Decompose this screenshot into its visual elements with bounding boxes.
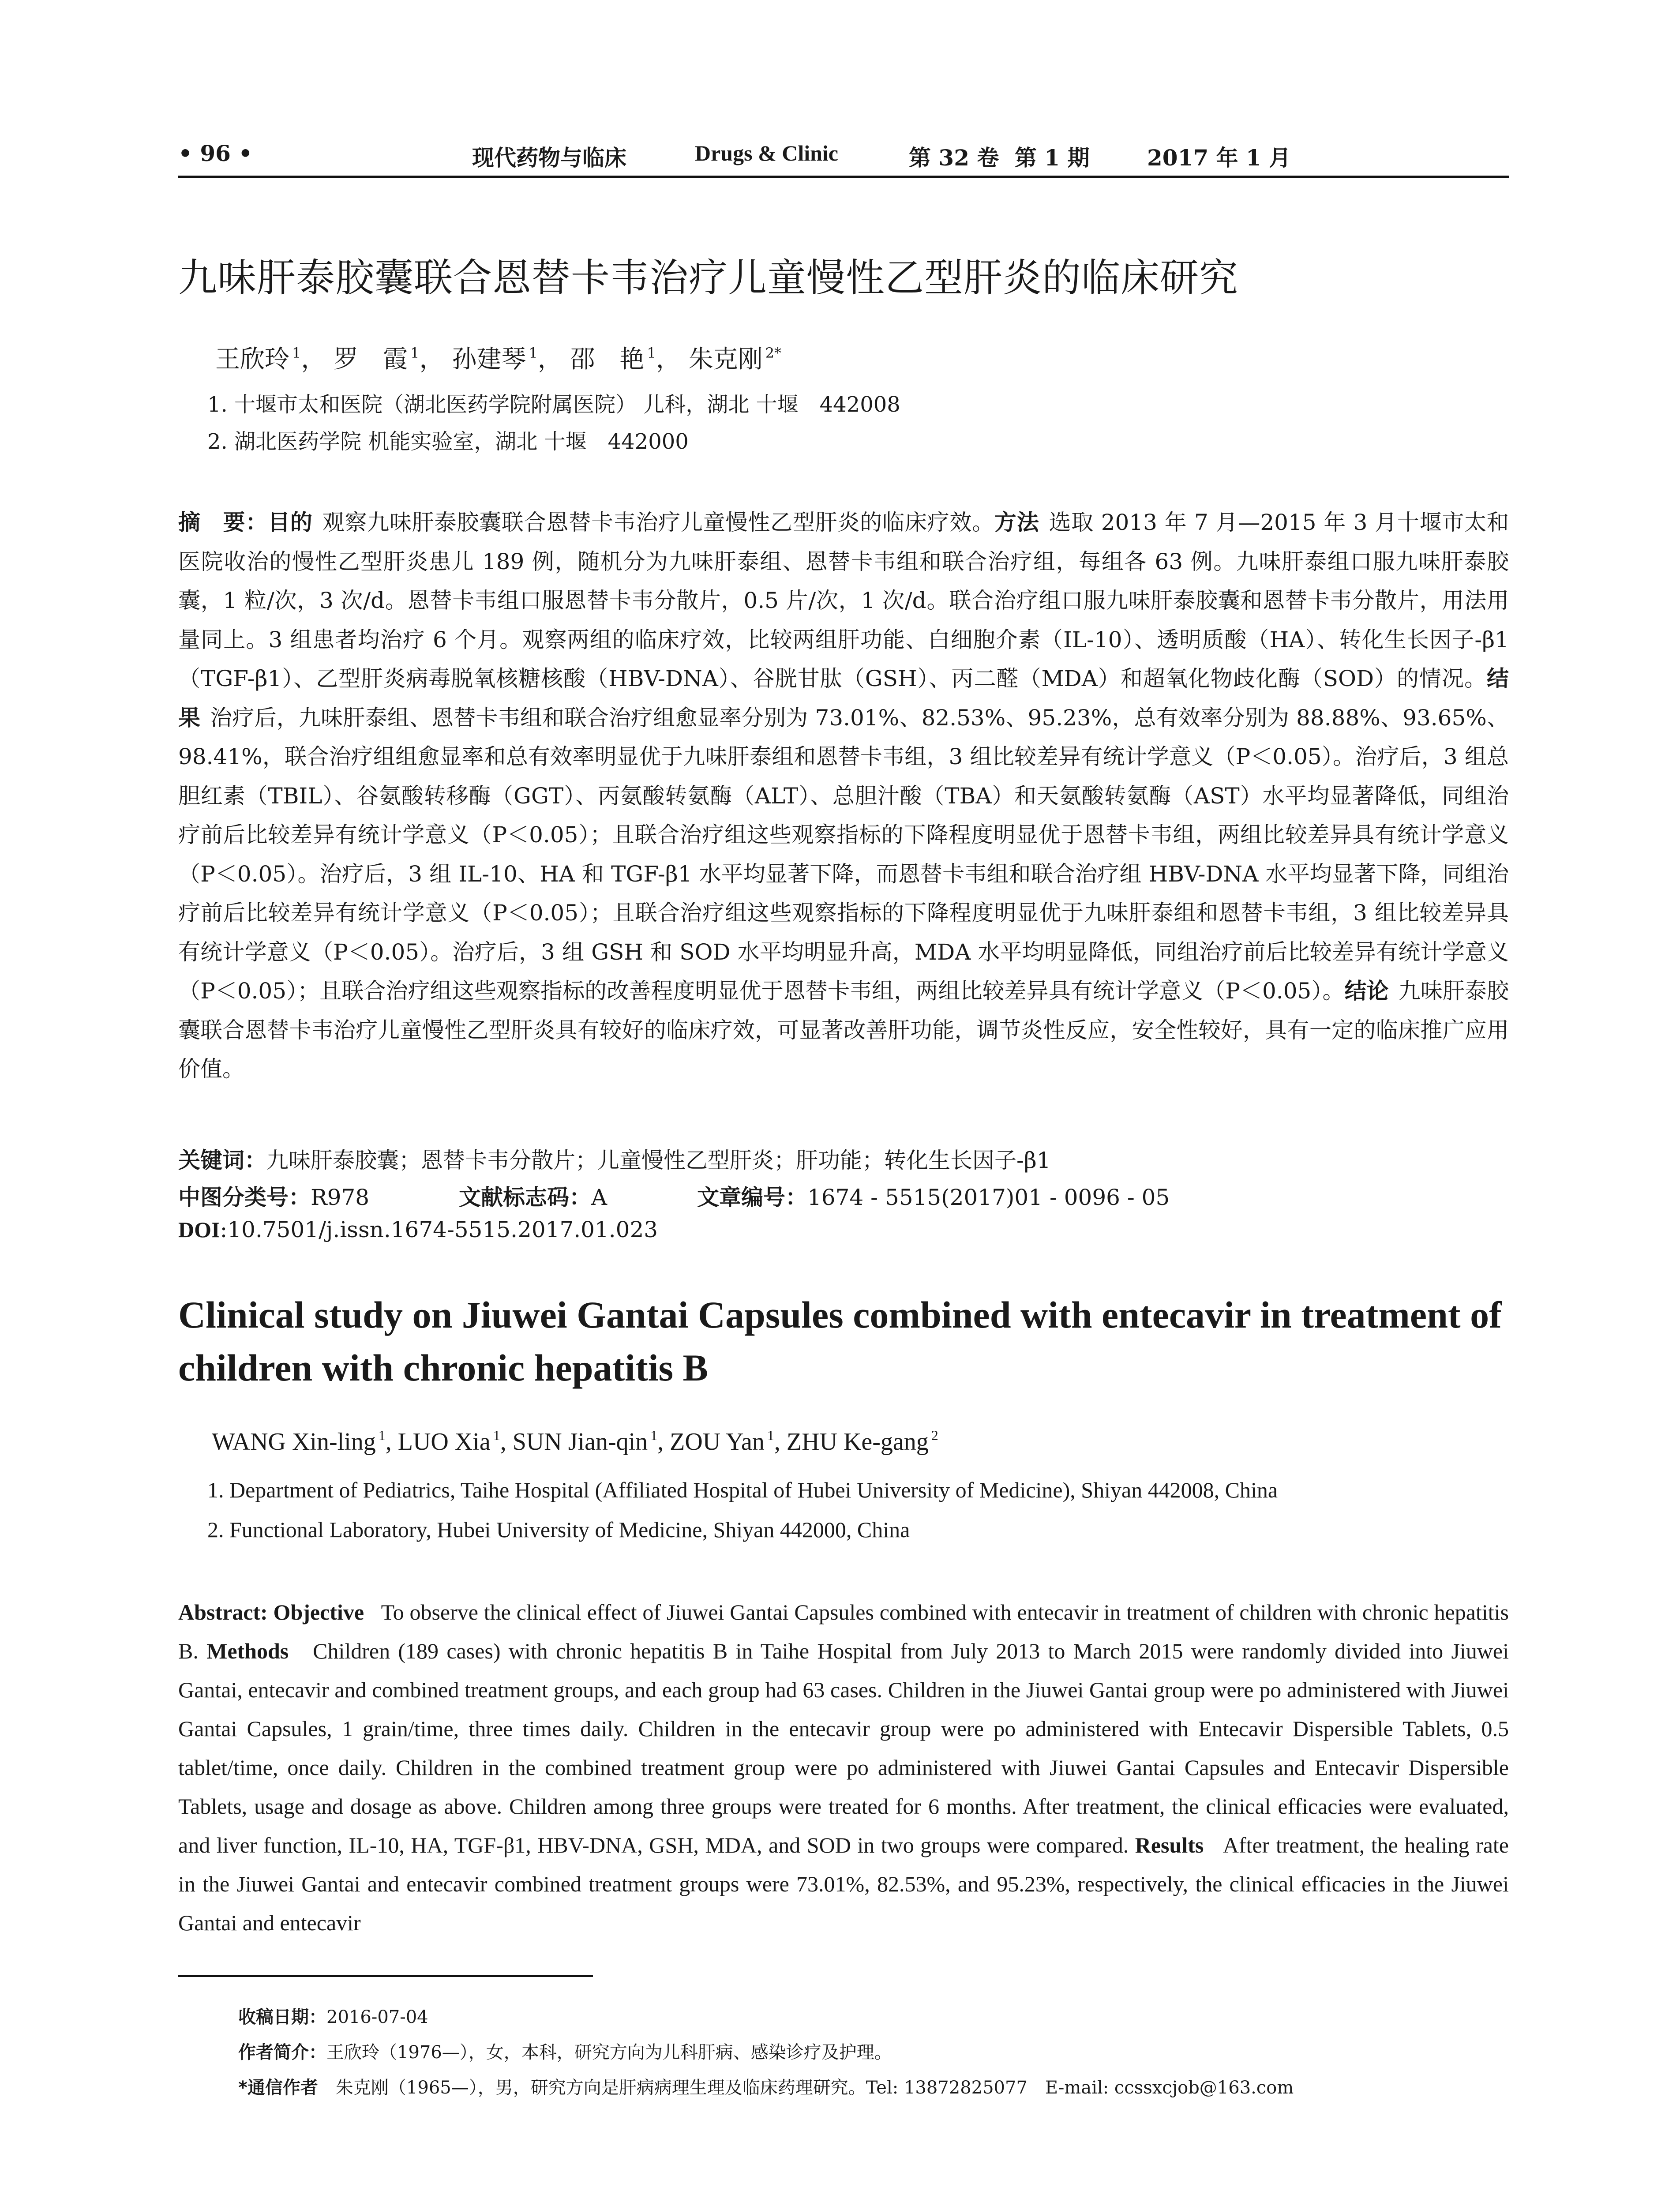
- cn-author: 朱克刚 $^{2*}$: [688, 345, 782, 374]
- en-objective-text: To observe the clinical effect of Jiuwei Gantai Capsules combined with entecavir in treatment of children with chronic hepatitis B.: [178, 1600, 1509, 1663]
- document-code: 文献标志码：A: [459, 1185, 608, 1210]
- cn-abstract: [178, 503, 1509, 1089]
- en-author: SUN Jian-qin $^1$,: [512, 1427, 670, 1456]
- corresponding-author: *通信作者 朱克刚（1965—），男，研究方向是肝病病理生理及临床药理研究。Tel: 13872825077 E-mail: ccssxcjob@163.com: [238, 2078, 1294, 2098]
- en-author: ZOU Yan $^1$,: [670, 1427, 787, 1456]
- en-results-text: After treatment, the healing rate in the Jiuwei Gantai and entecavir combined treatment groups were 73.01%, 82.53%, and 95.23%, respectively, the clinical efficacies in the Jiuwei Gantai and entecavir: [178, 1833, 1509, 1935]
- cn-author-list: [215, 340, 781, 375]
- en-author: LUO Xia $^1$,: [398, 1427, 513, 1456]
- conclusion-text: 九味肝泰胶囊联合恩替卡韦治疗儿童慢性乙型肝炎具有较好的临床疗效，可显著改善肝功能，调节炎性反应，安全性较好，具有一定的临床推广应用价值。: [178, 978, 1509, 1082]
- article-number-label: 文章编号：: [697, 1185, 807, 1210]
- keywords-text: 九味肝泰胶囊；恩替卡韦分散片；儿童慢性乙型肝炎；肝功能；转化生长因子-β1: [266, 1148, 1051, 1173]
- article-number: 文章编号：1674 - 5515(2017)01 - 0096 - 05: [697, 1185, 1170, 1210]
- issue-date: 2017 年 1 月: [1147, 145, 1291, 171]
- en-results-label: Results: [1135, 1833, 1204, 1857]
- en-author: ZHU Ke-gang $^2$: [786, 1427, 938, 1456]
- results-label: 结果: [178, 666, 1509, 731]
- clc-label: 中图分类号：: [178, 1185, 311, 1210]
- en-affiliation: 2. Functional Laboratory, Hubei University of Medicine, Shiyan 442000, China: [207, 1517, 910, 1542]
- en-article-title: Clinical study on Jiuwei Gantai Capsules combined with entecavir in treatment of children with chronic hepatitis B: [178, 1294, 1502, 1389]
- methods-text: 选取 2013 年 7 月—2015 年 3 月十堰市太和医院收治的慢性乙型肝炎患儿 189 例，随机分为九味肝泰组、恩替卡韦组和联合治疗组，每组各 63 例。九味肝泰组口服九味肝泰胶囊，1 粒/次，3 次/d。恩替卡韦组口服恩替卡韦分散片，0.5 片/次，1 次/d。联合治疗组口服九味肝泰胶囊和恩替卡韦分散片，用法用量同上。3 组患者均治疗 6 个月。观察两组的临床疗效，比较两组肝功能、白细胞介素（IL-10）、透明质酸（HA）、转化生长因子-β1（TGF-β1）、乙型肝炎病毒脱氧核糖核酸（HBV-DNA）、谷胱甘肽（GSH）、丙二醛（MDA）和超氧化物歧化酶（SOD）的情况。: [178, 510, 1509, 691]
- conclusion-label: 结论: [1344, 978, 1389, 1004]
- en-author: WANG Xin-ling $^1$,: [212, 1427, 398, 1456]
- footnote-rule: [178, 1975, 593, 1977]
- cn-author: 邵 艳 $^1$，: [570, 345, 681, 374]
- journal-name-en: Drugs & Clinic: [695, 141, 838, 165]
- abstract-label: 摘 要：: [178, 510, 268, 535]
- received-date: 收稿日期：2016-07-04: [238, 2007, 428, 2027]
- cn-author: 罗 霞 $^1$，: [334, 345, 444, 374]
- author-bio: 作者简介：王欣玲（1976—），女，本科，研究方向为儿科肝病、感染诊疗及护理。: [238, 2042, 892, 2063]
- objective-text: 观察九味肝泰胶囊联合恩替卡韦治疗儿童慢性乙型肝炎的临床疗效。: [322, 510, 994, 535]
- en-abstract: [178, 1593, 1509, 1942]
- cn-affiliation: 1. 十堰市太和医院（湖北医药学院附属医院） 儿科，湖北 十堰 442008: [207, 392, 900, 417]
- en-methods-label: Methods: [206, 1639, 289, 1663]
- cn-keywords: [178, 1143, 1051, 1174]
- doi-label: DOI: [178, 1217, 220, 1242]
- header-rule: [178, 176, 1509, 178]
- journal-name-cn: 现代药物与临床: [472, 145, 626, 171]
- page-number: • 96 •: [178, 140, 253, 166]
- cn-author: 王欣玲 $^1$，: [215, 345, 326, 374]
- cn-affiliation: 2. 湖北医药学院 机能实验室，湖北 十堰 442000: [207, 429, 689, 454]
- en-objective-label: Abstract: Objective: [178, 1600, 364, 1624]
- issue: 第 1 期: [1015, 145, 1090, 171]
- doccode-label: 文献标志码：: [459, 1185, 591, 1210]
- cn-article-title: 九味肝泰胶囊联合恩替卡韦治疗儿童慢性乙型肝炎的临床研究: [178, 255, 1239, 300]
- methods-label: 方法: [994, 510, 1039, 535]
- en-author-list: [212, 1427, 938, 1456]
- doi: DOI:10.7501/j.issn.1674-5515.2017.01.023: [178, 1217, 658, 1242]
- keywords-label: 关键词：: [178, 1148, 266, 1173]
- clc-number: 中图分类号：R978: [178, 1185, 370, 1210]
- volume: 第 32 卷: [909, 145, 999, 171]
- results-text: 治疗后，九味肝泰组、恩替卡韦组和联合治疗组愈显率分别为 73.01%、82.53%、95.23%，总有效率分别为 88.88%、93.65%、98.41%，联合治疗组组愈显率和总有效率明显优于九味肝泰组和恩替卡韦组，3 组比较差异有统计学意义（P＜0.05）。治疗后，3 组总胆红素（TBIL）、谷氨酸转移酶（GGT）、丙氨酸转氨酶（ALT）、总胆汁酸（TBA）和天氨酸转氨酶（AST）水平均显著降低，同组治疗前后比较差异有统计学意义（P＜0.05）；且联合治疗组这些观察指标的下降程度明显优于恩替卡韦组，两组比较差异具有统计学意义（P＜0.05）。治疗后，3 组 IL-10、HA 和 TGF-β1 水平均显著下降，而恩替卡韦组和联合治疗组 HBV-DNA 水平均显著下降，同组治疗前后比较差异有统计学意义（P＜0.05）；且联合治疗组这些观察指标的下降程度明显优于九味肝泰组和恩替卡韦组，3 组比较差异具有统计学意义（P＜0.05）。治疗后，3 组 GSH 和 SOD 水平均明显升高，MDA 水平均明显降低，同组治疗前后比较差异有统计学意义（P＜0.05）；且联合治疗组这些观察指标的改善程度明显优于恩替卡韦组，两组比较差异具有统计学意义（P＜0.05）。: [178, 705, 1509, 1004]
- objective-label: 目的: [268, 510, 313, 535]
- en-affiliation: 1. Department of Pediatrics, Taihe Hospital (Affiliated Hospital of Hubei University of Medicine), Shiyan 442008, China: [207, 1478, 1278, 1502]
- en-methods-text: Children (189 cases) with chronic hepatitis B in Taihe Hospital from July 2013 to March 2015 were randomly divided into Jiuwei Gantai, entecavir and combined treatment groups, and each group had 63 cases. Children in the Jiuwei Gantai group were po administered with Jiuwei Gantai Capsules, 1 grain/time, three times daily. Children in the entecavir group were po administered with Entecavir Dispersible Tablets, 0.5 tablet/time, once daily. Children in the combined treatment group were po administered with Jiuwei Gantai Capsules and Entecavir Dispersible Tablets, usage and dosage as above. Children among three groups were treated for 6 months. After treatment, the clinical efficacies were evaluated, and liver function, IL-10, HA, TGF-β1, HBV-DNA, GSH, MDA, and SOD in two groups were compared.: [178, 1639, 1509, 1857]
- cn-author: 孙建琴 $^1$，: [452, 345, 562, 374]
